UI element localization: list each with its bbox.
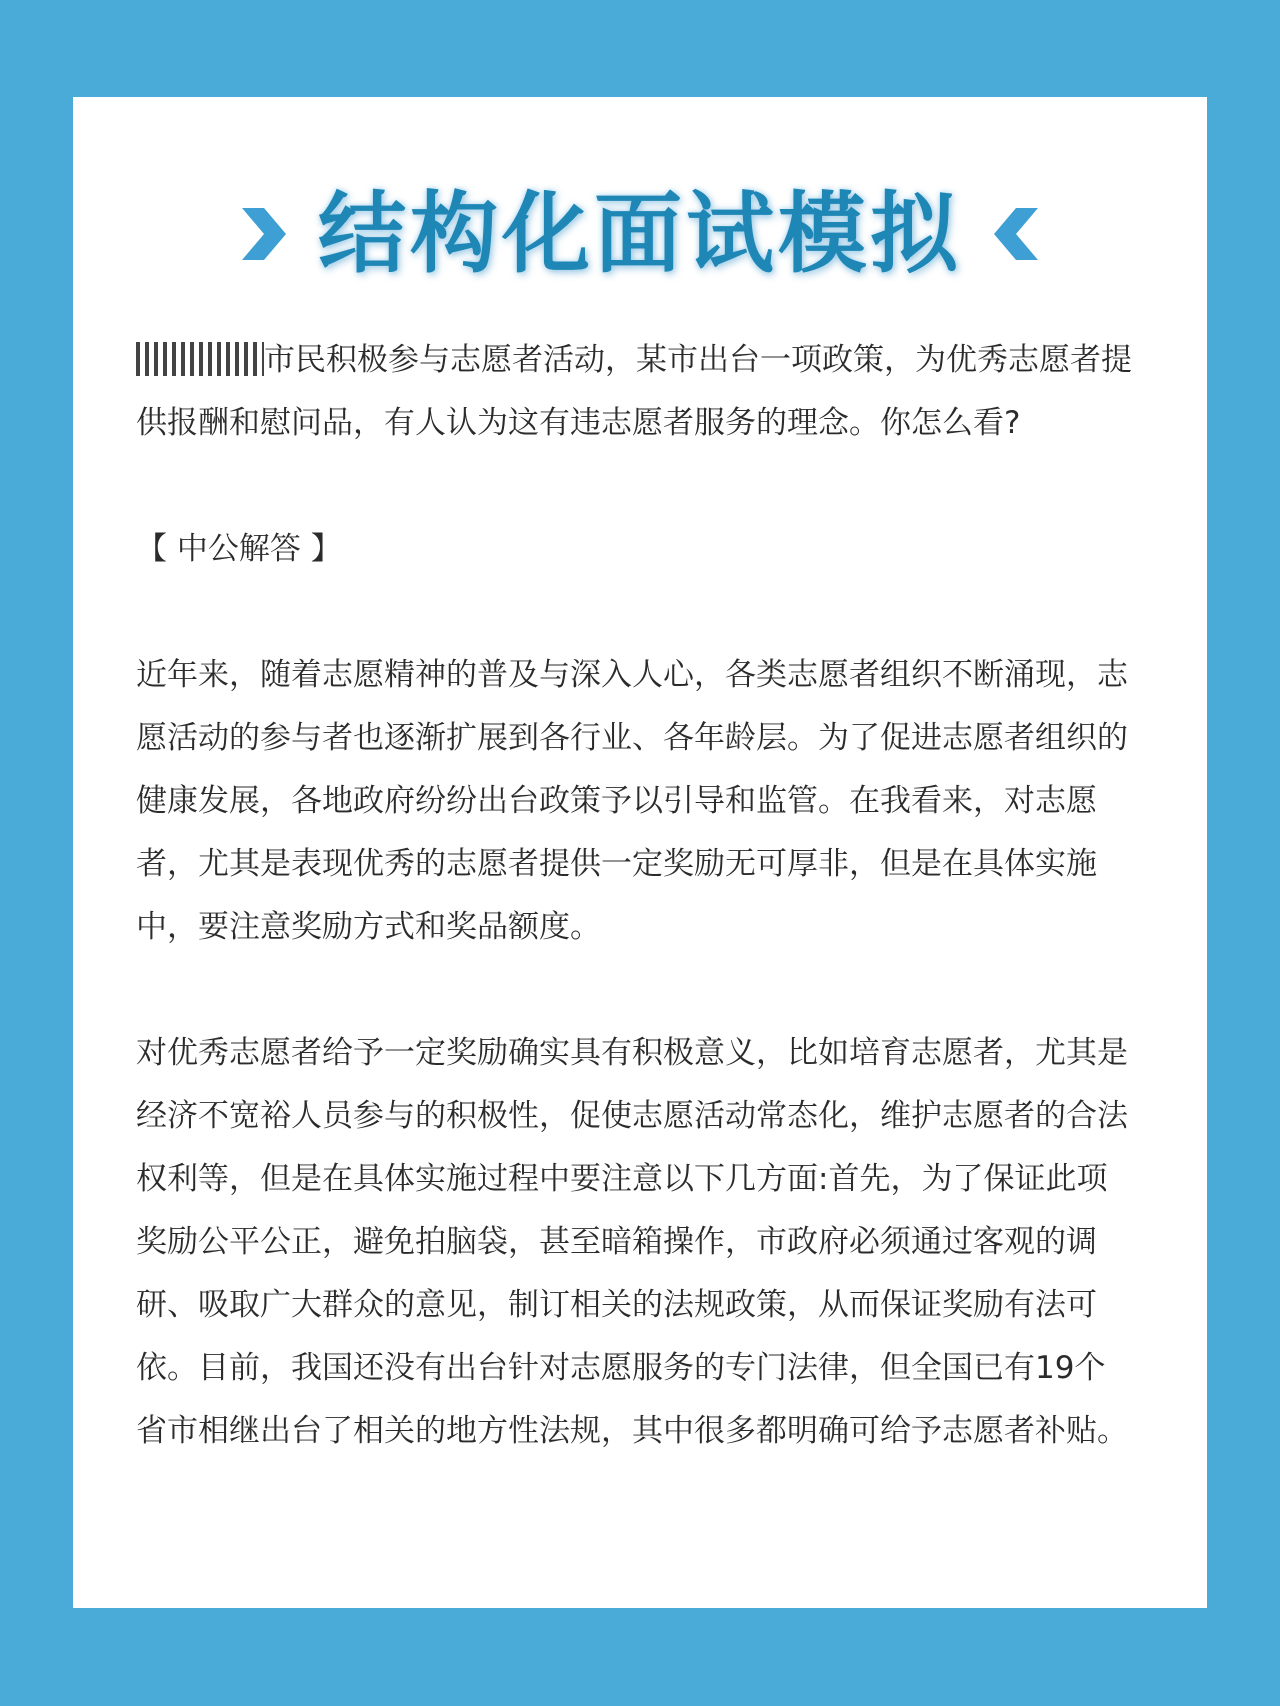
answer-paragraph-2: 对优秀志愿者给予一定奖励确实具有积极意义，比如培育志愿者，尤其是经济不宽裕人员参与的积极性，促使志愿活动常态化，维护志愿者的合法权利等，但是在具体实施过程中要注意以下几方面:首先，为了保证此项奖励公平公正，避免拍脑袋，甚至暗箱操作，市政府必须通过客观的调研、吸取广大群众的意见，制订相关的法规政策，从而保证奖励有法可依。目前，我国还没有出台针对志愿服务的专门法律，但全国已有19个省市相继出台了相关的地方性法规，其中很多都明确可给予志愿者补贴。 <box>136 1035 1128 1449</box>
page-title: 结构化面试模拟 <box>317 182 962 285</box>
chevron-right-icon <box>238 204 290 264</box>
article-body <box>136 329 1136 1463</box>
question-paragraph <box>136 329 1136 455</box>
chevron-left-icon <box>990 204 1042 264</box>
title-row <box>73 179 1207 289</box>
redacted-text-mark <box>136 342 264 376</box>
answer-heading: 【 中公解答 】 <box>136 531 342 567</box>
content-card <box>73 97 1207 1608</box>
question-text: 市民积极参与志愿者活动，某市出台一项政策，为优秀志愿者提供报酬和慰问品，有人认为这有违志愿者服务的理念。你怎么看? <box>136 342 1132 441</box>
answer-paragraph-1: 近年来，随着志愿精神的普及与深入人心，各类志愿者组织不断涌现，志愿活动的参与者也逐渐扩展到各行业、各年龄层。为了促进志愿者组织的健康发展，各地政府纷纷出台政策予以引导和监管。在我看来，对志愿者，尤其是表现优秀的志愿者提供一定奖励无可厚非，但是在具体实施中，要注意奖励方式和奖品额度。 <box>136 657 1128 945</box>
